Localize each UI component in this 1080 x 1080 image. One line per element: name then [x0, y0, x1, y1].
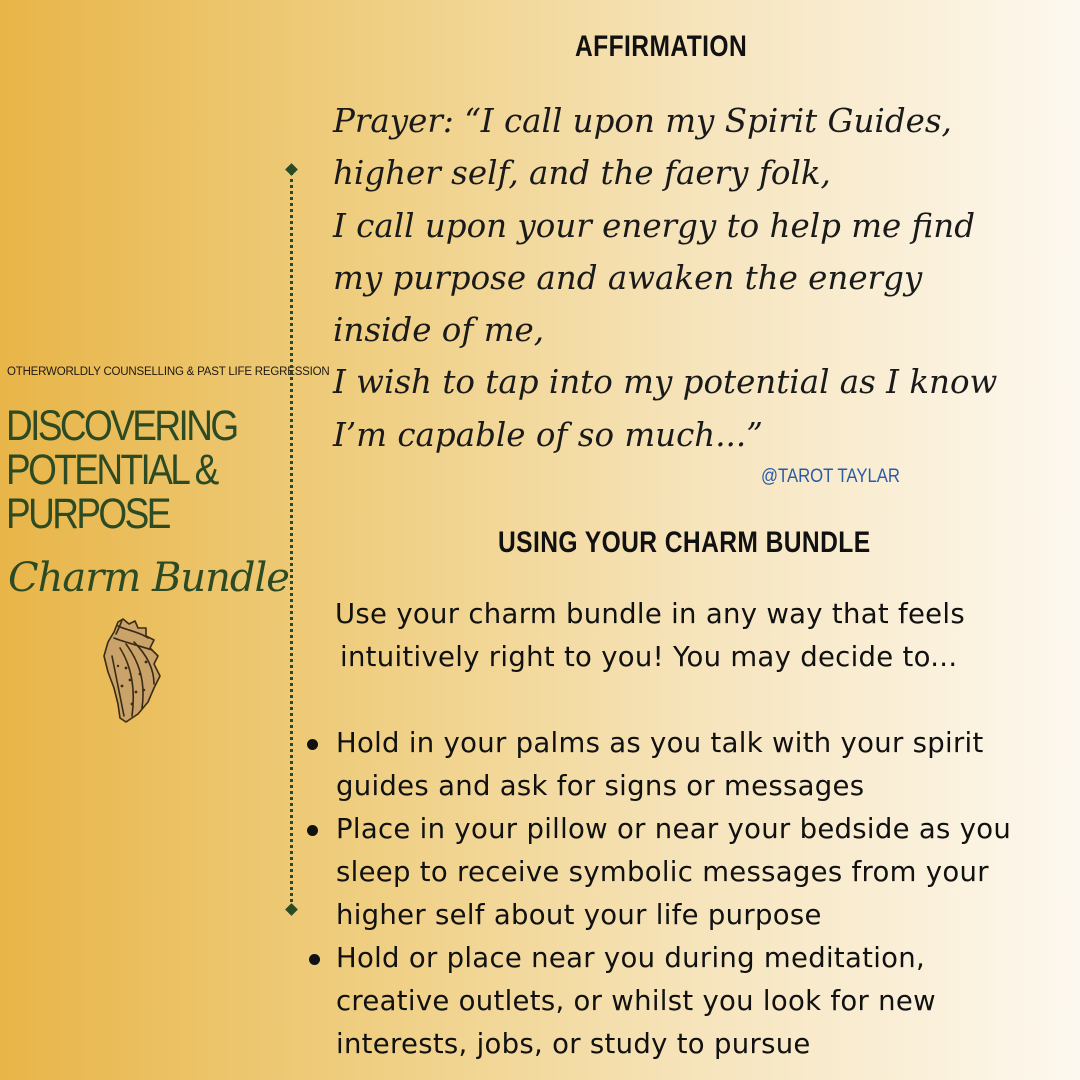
author-handle: @TAROT TAYLAR [761, 466, 900, 487]
prayer-line: I call upon your energy to help me find [333, 206, 976, 245]
title-line: POTENTIAL & [6, 446, 217, 494]
bullet-dot-icon [309, 954, 320, 965]
bullet-line: Place in your pillow or near your bedside as you [336, 813, 1012, 845]
usage-bullet-list [305, 722, 1011, 1066]
script-title: Charm Bundle [8, 555, 289, 601]
prayer-line: I wish to tap into my potential as I know [333, 363, 998, 402]
bundle-title [6, 404, 237, 536]
bullet-dot-icon [307, 825, 318, 836]
bullet-line: Hold or place near you during meditation, [336, 942, 926, 974]
list-item [305, 937, 1011, 1066]
brand-subtitle: OTHERWORLDLY COUNSELLING & PAST LIFE REGRESSION [7, 366, 330, 378]
conch-shell-icon [96, 616, 164, 726]
prayer-line: I’m capable of so much...” [333, 415, 763, 454]
prayer-line: inside of me, [333, 311, 545, 350]
prayer-text [333, 95, 1078, 461]
usage-heading: USING YOUR CHARM BUNDLE [498, 526, 871, 559]
usage-intro [335, 593, 965, 679]
intro-line: intuitively right to you! You may decide to... [340, 641, 958, 673]
bullet-line: higher self about your life purpose [336, 899, 822, 931]
prayer-line: Prayer: “I call upon my Spirit Guides, [333, 102, 952, 140]
sidebar-panel [0, 0, 330, 1080]
title-line: PURPOSE [6, 490, 169, 538]
bullet-line: Hold in your palms as you talk with your spirit [336, 727, 984, 759]
list-item [305, 808, 1011, 937]
bullet-line: guides and ask for signs or messages [336, 770, 865, 802]
title-line: DISCOVERING [6, 402, 237, 450]
affirmation-heading: AFFIRMATION [575, 30, 748, 63]
prayer-line: higher self, and the faery folk, [333, 154, 831, 193]
bullet-line: sleep to receive symbolic messages from your [336, 856, 989, 888]
dotted-divider [290, 172, 293, 908]
list-item [305, 722, 1011, 808]
bullet-line: interests, jobs, or study to pursue [336, 1028, 811, 1060]
prayer-line: my purpose and awaken the energy [333, 258, 923, 297]
bullet-line: creative outlets, or whilst you look for new [336, 985, 936, 1017]
intro-line: Use your charm bundle in any way that feels [335, 598, 965, 630]
bullet-dot-icon [307, 739, 318, 750]
